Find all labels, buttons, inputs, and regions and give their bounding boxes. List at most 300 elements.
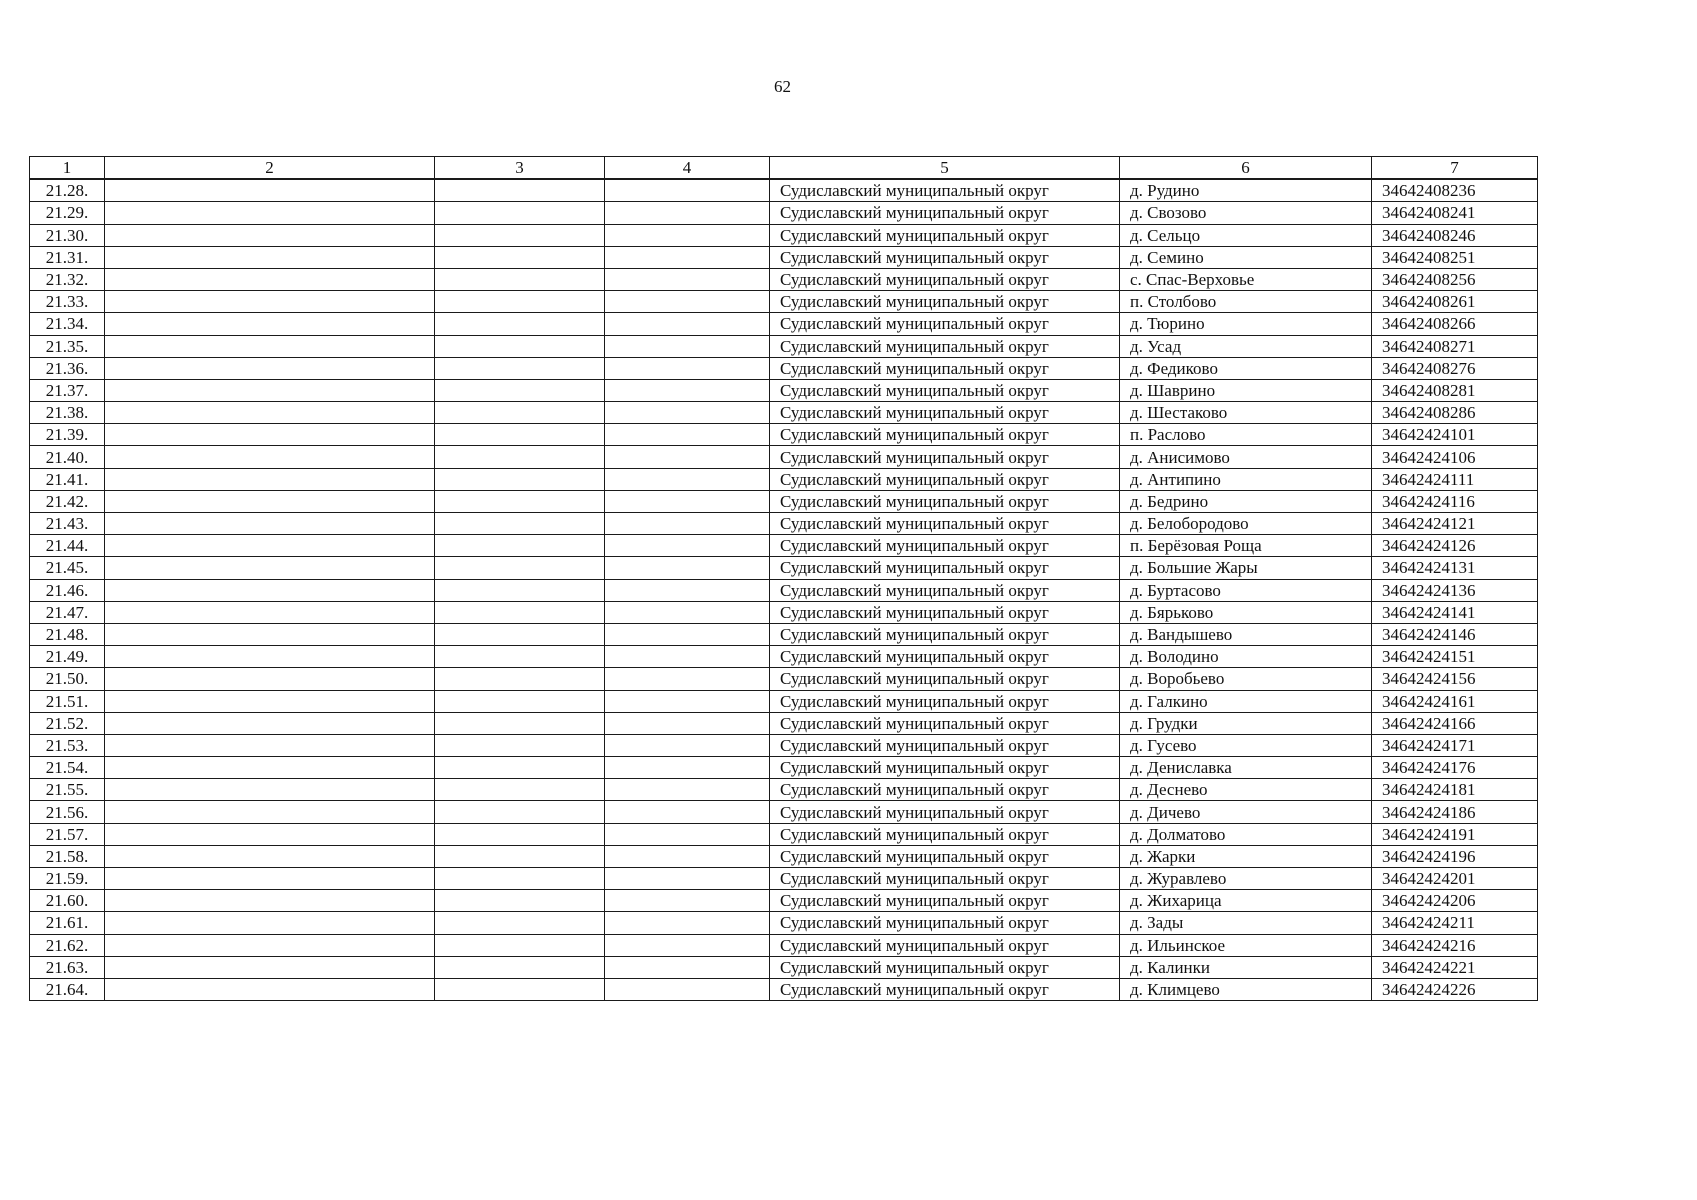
column-4-cell [605, 668, 770, 690]
column-4-cell [605, 424, 770, 446]
row-number-cell: 21.53. [30, 734, 105, 756]
column-4-cell [605, 934, 770, 956]
settlement-name-cell: д. Ильинское [1120, 934, 1372, 956]
column-2-cell [105, 468, 435, 490]
column-3-cell [435, 246, 605, 268]
column-4-cell [605, 868, 770, 890]
column-4-cell [605, 823, 770, 845]
oktmo-code-cell: 34642408241 [1372, 202, 1538, 224]
table-row [30, 468, 1538, 490]
oktmo-code-cell: 34642424151 [1372, 646, 1538, 668]
settlement-name-cell: д. Дичево [1120, 801, 1372, 823]
oktmo-code-cell: 34642408256 [1372, 268, 1538, 290]
column-4-cell [605, 623, 770, 645]
column-2-cell [105, 446, 435, 468]
oktmo-code-cell: 34642424211 [1372, 912, 1538, 934]
oktmo-code-cell: 34642424121 [1372, 513, 1538, 535]
table-row [30, 757, 1538, 779]
row-number-cell: 21.44. [30, 535, 105, 557]
column-4-cell [605, 513, 770, 535]
oktmo-code-cell: 34642408276 [1372, 357, 1538, 379]
column-2-cell [105, 202, 435, 224]
row-number-cell: 21.43. [30, 513, 105, 535]
municipal-district-cell: Судиславский муниципальный округ [770, 601, 1120, 623]
column-4-cell [605, 357, 770, 379]
column-2-cell [105, 757, 435, 779]
column-4-cell [605, 224, 770, 246]
municipal-district-cell: Судиславский муниципальный округ [770, 513, 1120, 535]
row-number-cell: 21.34. [30, 313, 105, 335]
column-2-cell [105, 535, 435, 557]
table-row [30, 712, 1538, 734]
column-4-cell [605, 890, 770, 912]
settlement-name-cell: д. Усад [1120, 335, 1372, 357]
settlement-name-cell: д. Буртасово [1120, 579, 1372, 601]
table-row [30, 646, 1538, 668]
row-number-cell: 21.56. [30, 801, 105, 823]
table-row [30, 845, 1538, 867]
row-number-cell: 21.60. [30, 890, 105, 912]
oktmo-code-cell: 34642424226 [1372, 978, 1538, 1000]
municipal-district-cell: Судиславский муниципальный округ [770, 179, 1120, 202]
row-number-cell: 21.39. [30, 424, 105, 446]
column-2-cell [105, 978, 435, 1000]
oktmo-code-cell: 34642408281 [1372, 379, 1538, 401]
column-4-cell [605, 956, 770, 978]
settlement-name-cell: д. Рудино [1120, 179, 1372, 202]
oktmo-code-cell: 34642424136 [1372, 579, 1538, 601]
row-number-cell: 21.35. [30, 335, 105, 357]
column-3-cell [435, 757, 605, 779]
municipal-district-cell: Судиславский муниципальный округ [770, 446, 1120, 468]
municipal-district-cell: Судиславский муниципальный округ [770, 379, 1120, 401]
oktmo-code-cell: 34642424206 [1372, 890, 1538, 912]
column-4-cell [605, 757, 770, 779]
column-2-cell [105, 712, 435, 734]
table-row [30, 623, 1538, 645]
oktmo-code-cell: 34642424146 [1372, 623, 1538, 645]
oktmo-code-cell: 34642424111 [1372, 468, 1538, 490]
column-4-cell [605, 912, 770, 934]
oktmo-code-cell: 34642424191 [1372, 823, 1538, 845]
column-4-cell [605, 779, 770, 801]
column-header-4: 4 [605, 157, 770, 180]
row-number-cell: 21.32. [30, 268, 105, 290]
row-number-cell: 21.64. [30, 978, 105, 1000]
table-row [30, 291, 1538, 313]
row-number-cell: 21.47. [30, 601, 105, 623]
oktmo-code-cell: 34642408271 [1372, 335, 1538, 357]
municipal-district-cell: Судиславский муниципальный округ [770, 424, 1120, 446]
settlement-name-cell: д. Долматово [1120, 823, 1372, 845]
column-3-cell [435, 357, 605, 379]
row-number-cell: 21.37. [30, 379, 105, 401]
municipal-district-cell: Судиславский муниципальный округ [770, 335, 1120, 357]
settlement-name-cell: д. Гусево [1120, 734, 1372, 756]
municipal-district-cell: Судиславский муниципальный округ [770, 934, 1120, 956]
oktmo-code-cell: 34642408261 [1372, 291, 1538, 313]
column-4-cell [605, 646, 770, 668]
column-3-cell [435, 335, 605, 357]
oktmo-code-cell: 34642424156 [1372, 668, 1538, 690]
municipal-district-cell: Судиславский муниципальный округ [770, 868, 1120, 890]
row-number-cell: 21.30. [30, 224, 105, 246]
column-4-cell [605, 313, 770, 335]
municipal-district-cell: Судиславский муниципальный округ [770, 712, 1120, 734]
column-2-cell [105, 845, 435, 867]
column-4-cell [605, 179, 770, 202]
municipal-district-cell: Судиславский муниципальный округ [770, 779, 1120, 801]
row-number-cell: 21.41. [30, 468, 105, 490]
column-3-cell [435, 934, 605, 956]
settlement-name-cell: д. Грудки [1120, 712, 1372, 734]
row-number-cell: 21.59. [30, 868, 105, 890]
municipal-district-cell: Судиславский муниципальный округ [770, 535, 1120, 557]
row-number-cell: 21.36. [30, 357, 105, 379]
table-row [30, 801, 1538, 823]
column-2-cell [105, 335, 435, 357]
row-number-cell: 21.61. [30, 912, 105, 934]
column-3-cell [435, 668, 605, 690]
municipal-district-cell: Судиславский муниципальный округ [770, 912, 1120, 934]
column-2-cell [105, 179, 435, 202]
column-3-cell [435, 402, 605, 424]
settlement-name-cell: д. Тюрино [1120, 313, 1372, 335]
oktmo-code-cell: 34642424161 [1372, 690, 1538, 712]
column-3-cell [435, 868, 605, 890]
column-3-cell [435, 601, 605, 623]
oktmo-code-cell: 34642424101 [1372, 424, 1538, 446]
column-4-cell [605, 845, 770, 867]
oktmo-code-cell: 34642408246 [1372, 224, 1538, 246]
settlement-name-cell: д. Свозово [1120, 202, 1372, 224]
table-row [30, 335, 1538, 357]
column-4-cell [605, 801, 770, 823]
column-3-cell [435, 535, 605, 557]
table-row [30, 490, 1538, 512]
row-number-cell: 21.51. [30, 690, 105, 712]
column-4-cell [605, 579, 770, 601]
settlement-name-cell: д. Галкино [1120, 690, 1372, 712]
column-2-cell [105, 934, 435, 956]
column-3-cell [435, 823, 605, 845]
municipal-district-cell: Судиславский муниципальный округ [770, 202, 1120, 224]
column-2-cell [105, 823, 435, 845]
column-3-cell [435, 490, 605, 512]
municipal-district-cell: Судиславский муниципальный округ [770, 357, 1120, 379]
row-number-cell: 21.52. [30, 712, 105, 734]
column-2-cell [105, 912, 435, 934]
table-row [30, 823, 1538, 845]
table-row [30, 357, 1538, 379]
column-2-cell [105, 490, 435, 512]
oktmo-code-cell: 34642408236 [1372, 179, 1538, 202]
row-number-cell: 21.33. [30, 291, 105, 313]
oktmo-code-cell: 34642424116 [1372, 490, 1538, 512]
column-3-cell [435, 845, 605, 867]
settlement-name-cell: д. Семино [1120, 246, 1372, 268]
table-row [30, 402, 1538, 424]
municipal-district-cell: Судиславский муниципальный округ [770, 291, 1120, 313]
oktmo-code-cell: 34642424181 [1372, 779, 1538, 801]
column-2-cell [105, 623, 435, 645]
table-row [30, 557, 1538, 579]
table-row [30, 224, 1538, 246]
column-3-cell [435, 468, 605, 490]
oktmo-code-cell: 34642424176 [1372, 757, 1538, 779]
column-2-cell [105, 668, 435, 690]
settlement-name-cell: д. Шаврино [1120, 379, 1372, 401]
column-3-cell [435, 623, 605, 645]
row-number-cell: 21.42. [30, 490, 105, 512]
column-2-cell [105, 402, 435, 424]
oktmo-code-cell: 34642424201 [1372, 868, 1538, 890]
municipal-district-cell: Судиславский муниципальный округ [770, 757, 1120, 779]
table-row [30, 868, 1538, 890]
column-header-1: 1 [30, 157, 105, 180]
row-number-cell: 21.46. [30, 579, 105, 601]
column-2-cell [105, 291, 435, 313]
table-row [30, 179, 1538, 202]
oktmo-code-cell: 34642424141 [1372, 601, 1538, 623]
settlement-name-cell: д. Зады [1120, 912, 1372, 934]
column-3-cell [435, 424, 605, 446]
oktmo-code-cell: 34642424171 [1372, 734, 1538, 756]
page-number: 62 [774, 77, 791, 96]
table-header [30, 157, 1538, 180]
settlement-name-cell: д. Жарки [1120, 845, 1372, 867]
municipal-district-cell: Судиславский муниципальный округ [770, 313, 1120, 335]
column-4-cell [605, 535, 770, 557]
row-number-cell: 21.62. [30, 934, 105, 956]
column-2-cell [105, 357, 435, 379]
column-4-cell [605, 601, 770, 623]
column-4-cell [605, 978, 770, 1000]
municipal-district-cell: Судиславский муниципальный округ [770, 668, 1120, 690]
settlement-name-cell: д. Шестаково [1120, 402, 1372, 424]
column-3-cell [435, 557, 605, 579]
column-3-cell [435, 712, 605, 734]
column-4-cell [605, 490, 770, 512]
column-2-cell [105, 379, 435, 401]
column-4-cell [605, 202, 770, 224]
column-3-cell [435, 956, 605, 978]
municipal-district-cell: Судиславский муниципальный округ [770, 890, 1120, 912]
column-2-cell [105, 313, 435, 335]
column-3-cell [435, 801, 605, 823]
column-2-cell [105, 224, 435, 246]
column-3-cell [435, 734, 605, 756]
settlements-table [29, 156, 1538, 1001]
settlement-name-cell: д. Деснево [1120, 779, 1372, 801]
column-4-cell [605, 268, 770, 290]
settlement-name-cell: д. Воробьево [1120, 668, 1372, 690]
column-header-6: 6 [1120, 157, 1372, 180]
table-row [30, 690, 1538, 712]
column-4-cell [605, 246, 770, 268]
column-3-cell [435, 224, 605, 246]
municipal-district-cell: Судиславский муниципальный округ [770, 224, 1120, 246]
column-4-cell [605, 291, 770, 313]
settlement-name-cell: д. Сельцо [1120, 224, 1372, 246]
column-2-cell [105, 557, 435, 579]
row-number-cell: 21.55. [30, 779, 105, 801]
row-number-cell: 21.40. [30, 446, 105, 468]
row-number-cell: 21.57. [30, 823, 105, 845]
table-body [30, 179, 1538, 1000]
municipal-district-cell: Судиславский муниципальный округ [770, 978, 1120, 1000]
column-3-cell [435, 513, 605, 535]
settlement-name-cell: д. Антипино [1120, 468, 1372, 490]
column-2-cell [105, 579, 435, 601]
municipal-district-cell: Судиславский муниципальный округ [770, 623, 1120, 645]
column-2-cell [105, 868, 435, 890]
column-3-cell [435, 379, 605, 401]
table-row [30, 668, 1538, 690]
column-3-cell [435, 890, 605, 912]
table-row [30, 379, 1538, 401]
row-number-cell: 21.58. [30, 845, 105, 867]
settlement-name-cell: п. Раслово [1120, 424, 1372, 446]
table-row [30, 202, 1538, 224]
column-4-cell [605, 379, 770, 401]
column-2-cell [105, 513, 435, 535]
header-row [30, 157, 1538, 180]
oktmo-code-cell: 34642424126 [1372, 535, 1538, 557]
column-4-cell [605, 335, 770, 357]
table-row [30, 513, 1538, 535]
oktmo-code-cell: 34642424186 [1372, 801, 1538, 823]
municipal-district-cell: Судиславский муниципальный округ [770, 490, 1120, 512]
column-4-cell [605, 446, 770, 468]
table-row [30, 912, 1538, 934]
row-number-cell: 21.29. [30, 202, 105, 224]
column-3-cell [435, 313, 605, 335]
table-row [30, 246, 1538, 268]
table-row [30, 779, 1538, 801]
column-4-cell [605, 557, 770, 579]
column-4-cell [605, 734, 770, 756]
oktmo-code-cell: 34642408266 [1372, 313, 1538, 335]
table-row [30, 313, 1538, 335]
row-number-cell: 21.45. [30, 557, 105, 579]
column-4-cell [605, 468, 770, 490]
municipal-district-cell: Судиславский муниципальный округ [770, 246, 1120, 268]
table-row [30, 978, 1538, 1000]
row-number-cell: 21.54. [30, 757, 105, 779]
table-row [30, 601, 1538, 623]
table-row [30, 424, 1538, 446]
municipal-district-cell: Судиславский муниципальный округ [770, 557, 1120, 579]
column-3-cell [435, 179, 605, 202]
oktmo-code-cell: 34642424106 [1372, 446, 1538, 468]
settlement-name-cell: д. Климцево [1120, 978, 1372, 1000]
settlement-name-cell: п. Берёзовая Роща [1120, 535, 1372, 557]
oktmo-code-cell: 34642408251 [1372, 246, 1538, 268]
column-3-cell [435, 912, 605, 934]
settlement-name-cell: с. Спас-Верховье [1120, 268, 1372, 290]
oktmo-code-cell: 34642424196 [1372, 845, 1538, 867]
table-row [30, 535, 1538, 557]
settlement-name-cell: д. Анисимово [1120, 446, 1372, 468]
settlement-name-cell: д. Жихарица [1120, 890, 1372, 912]
column-2-cell [105, 601, 435, 623]
column-3-cell [435, 202, 605, 224]
column-2-cell [105, 956, 435, 978]
settlement-name-cell: д. Бярьково [1120, 601, 1372, 623]
table-row [30, 734, 1538, 756]
table-row [30, 956, 1538, 978]
column-2-cell [105, 690, 435, 712]
settlement-name-cell: д. Федиково [1120, 357, 1372, 379]
column-4-cell [605, 690, 770, 712]
settlement-name-cell: д. Дениславка [1120, 757, 1372, 779]
oktmo-code-cell: 34642408286 [1372, 402, 1538, 424]
row-number-cell: 21.63. [30, 956, 105, 978]
oktmo-code-cell: 34642424131 [1372, 557, 1538, 579]
column-4-cell [605, 402, 770, 424]
table-row [30, 446, 1538, 468]
column-2-cell [105, 801, 435, 823]
column-2-cell [105, 890, 435, 912]
municipal-district-cell: Судиславский муниципальный округ [770, 646, 1120, 668]
row-number-cell: 21.48. [30, 623, 105, 645]
municipal-district-cell: Судиславский муниципальный округ [770, 690, 1120, 712]
column-header-3: 3 [435, 157, 605, 180]
municipal-district-cell: Судиславский муниципальный округ [770, 845, 1120, 867]
column-2-cell [105, 268, 435, 290]
settlement-name-cell: д. Большие Жары [1120, 557, 1372, 579]
row-number-cell: 21.28. [30, 179, 105, 202]
oktmo-code-cell: 34642424221 [1372, 956, 1538, 978]
municipal-district-cell: Судиславский муниципальный округ [770, 402, 1120, 424]
table-row [30, 934, 1538, 956]
column-3-cell [435, 978, 605, 1000]
column-3-cell [435, 646, 605, 668]
settlement-name-cell: п. Столбово [1120, 291, 1372, 313]
column-2-cell [105, 646, 435, 668]
table-row [30, 268, 1538, 290]
municipal-district-cell: Судиславский муниципальный округ [770, 956, 1120, 978]
column-4-cell [605, 712, 770, 734]
row-number-cell: 21.50. [30, 668, 105, 690]
table-row [30, 579, 1538, 601]
settlement-name-cell: д. Вандышево [1120, 623, 1372, 645]
municipal-district-cell: Судиславский муниципальный округ [770, 823, 1120, 845]
settlement-name-cell: д. Журавлево [1120, 868, 1372, 890]
oktmo-code-cell: 34642424166 [1372, 712, 1538, 734]
row-number-cell: 21.31. [30, 246, 105, 268]
column-header-5: 5 [770, 157, 1120, 180]
column-3-cell [435, 268, 605, 290]
settlement-name-cell: д. Володино [1120, 646, 1372, 668]
column-2-cell [105, 424, 435, 446]
table-row [30, 890, 1538, 912]
column-3-cell [435, 291, 605, 313]
settlement-name-cell: д. Калинки [1120, 956, 1372, 978]
settlement-name-cell: д. Белобородово [1120, 513, 1372, 535]
row-number-cell: 21.38. [30, 402, 105, 424]
oktmo-code-cell: 34642424216 [1372, 934, 1538, 956]
column-2-cell [105, 779, 435, 801]
municipal-district-cell: Судиславский муниципальный округ [770, 579, 1120, 601]
column-2-cell [105, 246, 435, 268]
municipal-district-cell: Судиславский муниципальный округ [770, 801, 1120, 823]
column-header-2: 2 [105, 157, 435, 180]
column-3-cell [435, 690, 605, 712]
municipal-district-cell: Судиславский муниципальный округ [770, 734, 1120, 756]
column-3-cell [435, 779, 605, 801]
